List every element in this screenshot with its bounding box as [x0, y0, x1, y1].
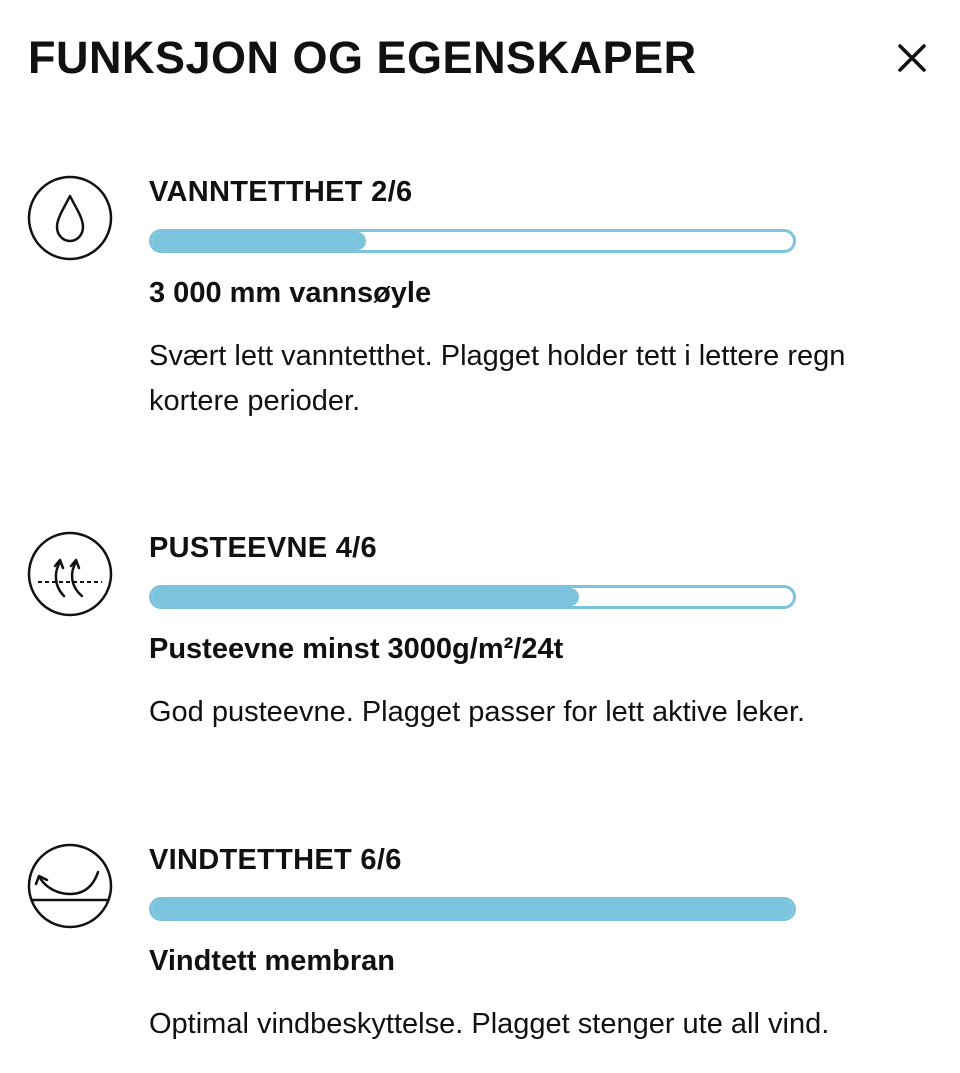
- rating-bar: [149, 897, 796, 921]
- breathability-icon: [26, 530, 114, 618]
- wind-icon: [26, 842, 114, 930]
- section-title: VANNTETTHET 2/6: [149, 176, 413, 208]
- modal-header: [28, 28, 932, 92]
- page-title: FUNKSJON OG EGENSKAPER: [28, 32, 697, 83]
- section-description: Optimal vindbeskyttelse. Plagget stenger ute all vind.: [149, 1008, 830, 1040]
- section-subtitle: Vindtett membran: [149, 945, 396, 977]
- rating-bar-fill: [152, 588, 579, 606]
- rating-bar-fill: [152, 900, 793, 918]
- section-description: Svært lett vanntetthet. Plagget holder tett i lettere regn kortere perioder.: [149, 340, 846, 417]
- section-description: God pusteevne. Plagget passer for lett aktive leker.: [149, 696, 806, 728]
- section-title: PUSTEEVNE 4/6: [149, 532, 377, 564]
- rating-bar: [149, 585, 796, 609]
- close-icon: [892, 38, 932, 78]
- water-drop-icon: [26, 174, 114, 262]
- rating-bar: [149, 229, 796, 253]
- rating-bar-fill: [152, 232, 366, 250]
- section-subtitle: Pusteevne minst 3000g/m²/24t: [149, 633, 564, 665]
- section-subtitle: 3 000 mm vannsøyle: [149, 277, 432, 309]
- section-title: VINDTETTHET 6/6: [149, 844, 402, 876]
- close-button[interactable]: [892, 38, 932, 78]
